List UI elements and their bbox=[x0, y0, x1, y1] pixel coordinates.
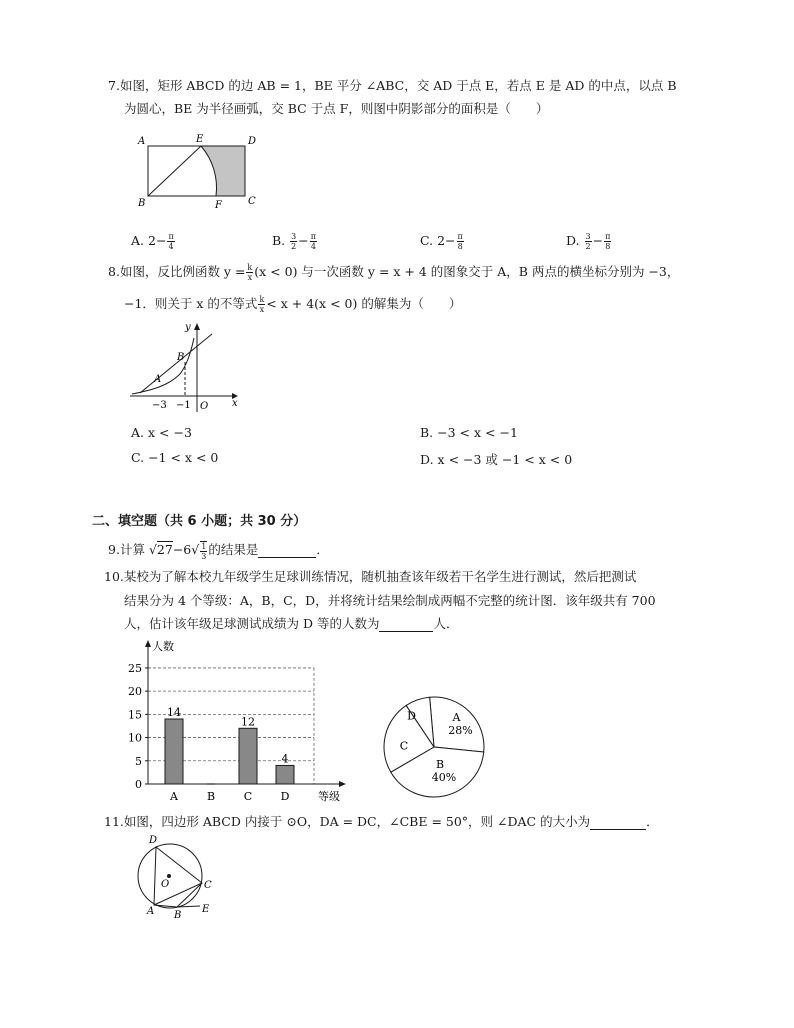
q8-option-c[interactable]: C. −1 < x < 0 bbox=[131, 450, 219, 465]
q11-line: 11.如图，四边形 ABCD 内接于 ⊙O，DA = DC，∠CBE = 50°，则 ∠DAC 的大小为 ． bbox=[104, 814, 659, 829]
bar-A bbox=[165, 719, 183, 784]
q7-option-b[interactable]: B. $\frac{3}{2}$ − $\frac{\pi}{4}$ bbox=[272, 232, 316, 251]
q8-line2: −1．则关于 x 的不等式 $\frac{k}{x}$ < x + 4(x < 0) 的解集为（ ） bbox=[124, 295, 462, 314]
q11-number: 11. bbox=[104, 814, 124, 829]
q7-line2: 为圆心，BE 为半径画弧，交 BC 于点 F，则图中阴影部分的面积是（ ） bbox=[124, 101, 549, 116]
pie-label-B: B bbox=[435, 758, 445, 771]
q8-tick-minus1: −1 bbox=[176, 400, 191, 411]
q7-option-a-fraction: $\frac{\pi}{4}$ bbox=[168, 232, 174, 251]
q8-number: 8. bbox=[108, 264, 120, 279]
bar-y-tick-label: 5 bbox=[135, 754, 142, 768]
bar-y-label: 人数 bbox=[152, 640, 174, 653]
q10-line1: 10.某校为了解本校九年级学生足球训练情况，随机抽查该年级若干名学生进行测试，然后把测试 bbox=[104, 569, 637, 584]
q10-line2: 结果分为 4 个等级：A，B，C，D，并将统计结果绘制成两幅不完整的统计图．该年级共有 700 bbox=[124, 593, 656, 608]
q11-label-b: B bbox=[174, 910, 182, 920]
q10-bar-chart bbox=[118, 636, 356, 806]
q8-figure bbox=[128, 318, 248, 414]
q8-tick-minus3: −3 bbox=[152, 400, 167, 411]
bar-value-label: 4 bbox=[281, 752, 289, 766]
q7-option-b-fraction-b: $\frac{\pi}{4}$ bbox=[310, 232, 316, 251]
pie-label-A: A bbox=[452, 711, 461, 724]
q8-line1: 8.如图，反比例函数 y = $\frac{k}{x}$ (x < 0) 与一次函数 y = x + 4 的图象交于 A，B 两点的横坐标分别为 −3， bbox=[108, 263, 680, 282]
q8-label-x: x bbox=[232, 398, 238, 409]
q11-label-o: O bbox=[161, 879, 170, 890]
bar-category-label: C bbox=[243, 790, 253, 803]
q7-option-d-fraction-a: $\frac{3}{2}$ bbox=[585, 232, 591, 251]
q11-label-e: E bbox=[202, 904, 210, 915]
q11-label-c: C bbox=[204, 880, 212, 891]
q9-answer-blank[interactable] bbox=[258, 542, 316, 558]
q8-line2-fraction: $\frac{k}{x}$ bbox=[259, 295, 265, 314]
q10-answer-blank[interactable] bbox=[379, 616, 433, 632]
q7-shaded-region bbox=[201, 146, 245, 196]
bar-category-label: A bbox=[170, 790, 178, 803]
bar-x-label: 等级 bbox=[318, 790, 340, 803]
q7-line1 bbox=[108, 76, 677, 94]
q8-label-y: y bbox=[185, 322, 191, 333]
q10-line3: 人，估计该年级足球测试成绩为 D 等的人数为 人． bbox=[124, 616, 459, 631]
q8-label-b: B bbox=[177, 352, 185, 363]
q7-option-a[interactable]: A. 2− $\frac{\pi}{4}$ bbox=[131, 232, 174, 251]
q7-label-e: E bbox=[196, 134, 204, 145]
q7-option-b-fraction-a: $\frac{3}{2}$ bbox=[291, 232, 297, 251]
q7-figure bbox=[132, 130, 262, 212]
q9-number: 9. bbox=[108, 542, 120, 557]
q9-line: 9.计算 √27−6√ $\frac{1}{3}$ 的结果是 ． bbox=[108, 541, 329, 561]
bar-y-tick-label: 0 bbox=[135, 778, 142, 791]
q7-label-a: A bbox=[138, 136, 146, 147]
q8-option-a[interactable]: A. x < −3 bbox=[131, 425, 192, 440]
q7-number: 7. bbox=[108, 78, 120, 93]
q8-label-a: A bbox=[154, 374, 162, 385]
pie-pct-B: 40% bbox=[431, 771, 457, 784]
bar-value-label: 12 bbox=[241, 715, 255, 729]
q11-center-dot bbox=[167, 874, 171, 878]
q7-option-d-fraction-b: $\frac{\pi}{8}$ bbox=[605, 232, 611, 251]
q7-text-line1: 如图，矩形 ABCD 的边 AB = 1，BE 平分 ∠ABC，交 AD 于点 E，若点 E 是 AD 的中点，以点 B bbox=[119, 78, 677, 93]
q7-option-d[interactable]: D. $\frac{3}{2}$ − $\frac{\pi}{8}$ bbox=[566, 232, 611, 251]
q9-sqrt-27: √27 bbox=[148, 542, 173, 557]
q8-option-d[interactable]: D. x < −3 或 −1 < x < 0 bbox=[420, 452, 573, 467]
q7-label-b: B bbox=[138, 198, 146, 209]
q8-line1-fraction: $\frac{k}{x}$ bbox=[247, 263, 253, 282]
pie-label-D: D bbox=[407, 709, 416, 723]
bar-y-tick-label: 25 bbox=[128, 661, 142, 675]
q9-sqrt-fraction: √ $\frac{1}{3}$ bbox=[191, 541, 207, 561]
bar-C bbox=[239, 728, 257, 784]
bar-value-label: 14 bbox=[167, 706, 181, 719]
q8-line-graph bbox=[140, 334, 212, 393]
bar-y-tick-label: 10 bbox=[128, 731, 142, 745]
q11-figure bbox=[134, 832, 224, 920]
bar-category-label: B bbox=[206, 790, 216, 803]
section-title: 二、填空题（共 6 小题；共 30 分） bbox=[92, 514, 307, 529]
bar-y-tick-label: 20 bbox=[128, 685, 142, 699]
q8-option-b[interactable]: B. −3 < x < −1 bbox=[420, 425, 518, 440]
pie-label-C: C bbox=[399, 739, 409, 753]
bar-y-axis-arrow bbox=[145, 640, 151, 647]
q8-y-axis-arrow bbox=[194, 323, 200, 330]
q7-option-c-fraction: $\frac{\pi}{8}$ bbox=[457, 232, 463, 251]
q8-hyperbola-graph bbox=[132, 338, 194, 394]
q7-option-c[interactable]: C. 2− $\frac{\pi}{8}$ bbox=[420, 232, 463, 251]
bar-category-label: D bbox=[280, 790, 290, 803]
q11-answer-blank[interactable] bbox=[590, 814, 646, 830]
q8-label-o: O bbox=[200, 401, 209, 412]
q11-label-d: D bbox=[149, 835, 158, 846]
bar-x-axis-arrow bbox=[339, 781, 346, 787]
q10-number: 10. bbox=[104, 569, 124, 584]
q11-label-a: A bbox=[147, 906, 155, 917]
bar-y-tick-label: 15 bbox=[128, 708, 142, 722]
bar-D bbox=[276, 765, 294, 784]
pie-pct-A: 28% bbox=[448, 724, 473, 737]
q7-label-d: D bbox=[248, 136, 257, 147]
q7-label-c: C bbox=[248, 196, 256, 207]
q7-segment-be bbox=[148, 146, 201, 196]
q10-pie-chart bbox=[380, 693, 488, 801]
q7-label-f: F bbox=[215, 200, 222, 211]
